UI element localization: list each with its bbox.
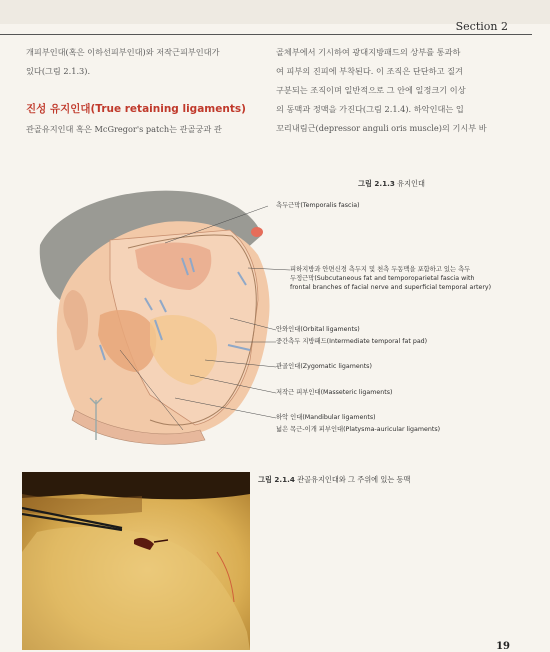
left-line-2: 있다(그림 2.1.3). xyxy=(26,66,91,76)
figure-214-title: 관골유지인대와 그 주위에 있는 동맥 xyxy=(297,475,411,484)
label-temporalis-fascia: 측두근막(Temporalis fascia) xyxy=(276,202,360,209)
section-title: Section 2 xyxy=(455,20,508,33)
right-line-4: 의 동맥과 정맥을 가진다(그림 2.1.4). 하악인대는 입 xyxy=(276,104,464,114)
face-ligament-illustration xyxy=(0,190,300,450)
label-smas-line-3: frontal branches of facial nerve and superficial temporal artery) xyxy=(290,284,492,291)
page-number: 19 xyxy=(496,641,510,652)
surgical-photo-art xyxy=(22,472,250,650)
label-orbital: 안와인대(Orbital ligaments) xyxy=(276,326,360,333)
eye xyxy=(251,227,263,237)
figure-213-caption xyxy=(358,179,425,189)
figure-213-title: 유지인대 xyxy=(397,179,425,188)
label-platysma: 넓은 목근-이개 피부인대(Platysma-auricular ligaments) xyxy=(276,426,441,433)
right-line-2: 여 피부의 진피에 부착된다. 이 조직은 단단하고 질겨 xyxy=(276,66,463,76)
header-rule xyxy=(0,34,532,35)
label-temporal-fat-pad: 중간측두 지방패드(Intermediate temporal fat pad) xyxy=(276,338,428,345)
left-line-1: 개피부인대(혹은 이하선피부인대)와 저작근피부인대가 xyxy=(26,47,220,57)
label-smas-line-1: 피하지방과 안면신경 측두지 및 천측 두동맥을 포함하고 있는 측두 xyxy=(290,266,471,273)
right-line-1: 골체부에서 기시하여 광대지방패드의 상부를 통과하 xyxy=(276,47,461,57)
surgical-photo xyxy=(22,472,250,650)
label-smas-line-2: 두정근막(Subcutaneous fat and temporoparietal fascia with xyxy=(290,275,475,282)
right-line-3: 구분되는 조직이며 일반적으로 그 안에 일정크기 이상 xyxy=(276,85,466,95)
left-body: 관골유지인대 혹은 McGregor's patch는 관골궁과 관 xyxy=(26,124,222,134)
subheading: 진성 유지인대(True retaining ligaments) xyxy=(26,103,246,115)
figure-214-number: 그림 2.1.4 xyxy=(258,475,295,484)
label-mandibular: 하악 인대(Mandibular ligaments) xyxy=(276,414,376,421)
figure-213-number: 그림 2.1.3 xyxy=(358,179,395,188)
label-zygomatic: 관골인대(Zygomatic ligaments) xyxy=(276,363,372,370)
figure-214-caption xyxy=(258,475,410,485)
right-line-5: 꼬리내림근(depressor anguli oris muscle)의 기시부 바 xyxy=(276,123,487,133)
label-masseteric: 저작근 피부인대(Masseteric ligaments) xyxy=(276,389,393,396)
